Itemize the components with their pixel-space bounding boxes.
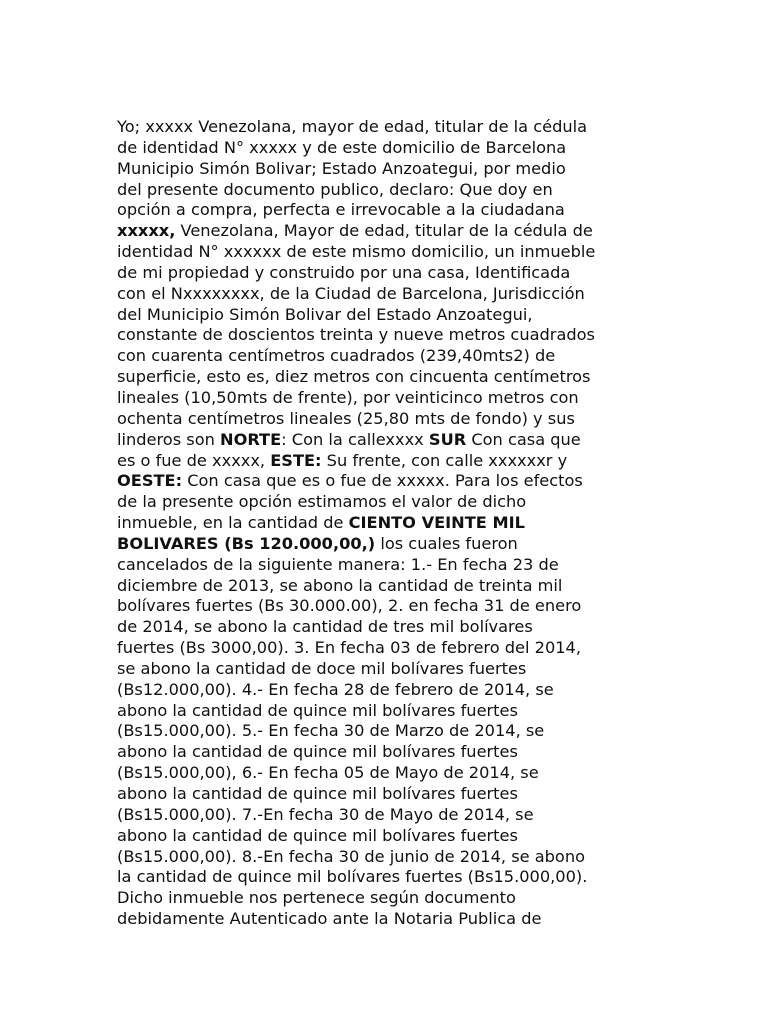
text-line — [117, 451, 657, 472]
text-line — [117, 576, 657, 597]
text-line — [117, 680, 657, 701]
text-segment: se abono la cantidad de doce mil bolívares fuertes — [117, 658, 527, 678]
text-segment: Con casa que es o fue de xxxxx. Para los efectos — [182, 471, 583, 491]
text-line — [117, 721, 657, 742]
document-body-text — [117, 117, 657, 930]
text-line — [117, 847, 657, 868]
text-segment: del presente documento publico, declaro: Que doy en — [117, 179, 553, 199]
text-line — [117, 492, 657, 513]
text-segment: con cuarenta centímetros cuadrados (239,40mts2) de — [117, 346, 556, 366]
text-line — [117, 180, 657, 201]
text-line — [117, 388, 657, 409]
text-line — [117, 826, 657, 847]
text-line — [117, 784, 657, 805]
text-segment: Su frente, con calle xxxxxxr y — [321, 450, 568, 470]
bold-text-segment: SUR — [428, 429, 467, 449]
text-line — [117, 763, 657, 784]
text-line — [117, 534, 657, 555]
text-segment: Venezolana, Mayor de edad, titular de la cédula de — [175, 221, 593, 241]
text-segment: superficie, esto es, diez metros con cincuenta centímetros — [117, 367, 591, 387]
bold-text-segment: ESTE: — [270, 450, 322, 470]
text-line — [117, 200, 657, 221]
bold-text-segment: xxxxx, — [117, 221, 176, 241]
text-segment: ochenta centímetros lineales (25,80 mts de fondo) y sus — [117, 408, 575, 428]
text-line — [117, 138, 657, 159]
text-segment: debidamente Autenticado ante la Notaria Publica de — [117, 909, 542, 929]
text-segment: inmueble, en la cantidad de — [117, 513, 349, 533]
text-segment: : Con la callexxxx — [281, 429, 429, 449]
text-line — [117, 159, 657, 180]
text-line — [117, 513, 657, 534]
text-segment: cancelados de la siguiente manera: 1.- En fecha 23 de — [117, 554, 559, 574]
text-segment: de mi propiedad y construido por una casa, Identificada — [117, 262, 571, 282]
text-segment: de la presente opción estimamos el valor de dicho — [117, 492, 527, 512]
text-line — [117, 325, 657, 346]
bold-text-segment: CIENTO VEINTE MIL — [348, 513, 525, 533]
text-segment: abono la cantidad de quince mil bolívares fuertes — [117, 825, 518, 845]
text-segment: (Bs15.000,00). 8.-En fecha 30 de junio de 2014, se abono — [117, 846, 585, 866]
text-segment: abono la cantidad de quince mil bolívares fuertes — [117, 742, 518, 762]
text-line — [117, 117, 657, 138]
text-segment: abono la cantidad de quince mil bolívares fuertes — [117, 784, 518, 803]
text-line — [117, 638, 657, 659]
text-line — [117, 409, 657, 430]
text-line — [117, 617, 657, 638]
text-segment: es o fue de xxxxx, — [117, 450, 271, 470]
text-line — [117, 284, 657, 305]
text-line — [117, 659, 657, 680]
text-segment: lineales (10,50mts de frente), por veinticinco metros con — [117, 387, 579, 407]
text-line — [117, 471, 657, 492]
text-line — [117, 346, 657, 367]
text-segment: diciembre de 2013, se abono la cantidad de treinta mil — [117, 575, 563, 595]
text-segment: de identidad N° xxxxx y de este domicilio de Barcelona — [117, 137, 567, 157]
text-segment: (Bs12.000,00). 4.- En fecha 28 de febrero de 2014, se — [117, 679, 554, 699]
text-segment: (Bs15.000,00). 7.-En fecha 30 de Mayo de 2014, se — [117, 804, 534, 824]
text-segment: con el Nxxxxxxxx, de la Ciudad de Barcelona, Jurisdicción — [117, 283, 585, 303]
text-line — [117, 242, 657, 263]
text-line — [117, 555, 657, 576]
text-segment: constante de doscientos treinta y nueve metros cuadrados — [117, 325, 595, 345]
text-segment: Yo; xxxxx Venezolana, mayor de edad, titular de la cédula — [117, 117, 588, 136]
text-segment: (Bs15.000,00), 6.- En fecha 05 de Mayo de 2014, se — [117, 763, 539, 783]
text-line — [117, 805, 657, 826]
text-line — [117, 596, 657, 617]
text-segment: abono la cantidad de quince mil bolívares fuertes — [117, 700, 518, 720]
bold-text-segment: NORTE — [220, 429, 282, 449]
text-line — [117, 367, 657, 388]
text-segment: opción a compra, perfecta e irrevocable a la ciudadana — [117, 200, 565, 220]
text-segment: Municipio Simón Bolivar; Estado Anzoategui, por medio — [117, 158, 566, 178]
text-segment: la cantidad de quince mil bolívares fuertes (Bs15.000,00). — [117, 867, 588, 887]
text-line — [117, 742, 657, 763]
text-line — [117, 221, 657, 242]
text-segment: identidad N° xxxxxx de este mismo domicilio, un inmueble — [117, 242, 596, 262]
text-segment: de 2014, se abono la cantidad de tres mil bolívares — [117, 617, 533, 637]
text-segment: (Bs15.000,00). 5.- En fecha 30 de Marzo de 2014, se — [117, 721, 545, 741]
text-line — [117, 888, 657, 909]
text-line — [117, 909, 657, 930]
text-line — [117, 701, 657, 722]
text-line — [117, 867, 657, 888]
text-segment: del Municipio Simón Bolivar del Estado Anzoategui, — [117, 304, 533, 324]
text-segment: los cuales fueron — [375, 533, 518, 553]
text-segment: Con casa que — [466, 429, 581, 449]
text-segment: bolívares fuertes (Bs 30.000.00), 2. en fecha 31 de enero — [117, 596, 582, 616]
text-line — [117, 305, 657, 326]
text-segment: linderos son — [117, 429, 221, 449]
text-line — [117, 263, 657, 284]
text-segment: Dicho inmueble nos pertenece según documento — [117, 888, 516, 908]
text-line — [117, 430, 657, 451]
bold-text-segment: BOLIVARES (Bs 120.000,00,) — [117, 533, 376, 553]
bold-text-segment: OESTE: — [117, 471, 183, 491]
text-segment: fuertes (Bs 3000,00). 3. En fecha 03 de febrero del 2014, — [117, 638, 581, 658]
